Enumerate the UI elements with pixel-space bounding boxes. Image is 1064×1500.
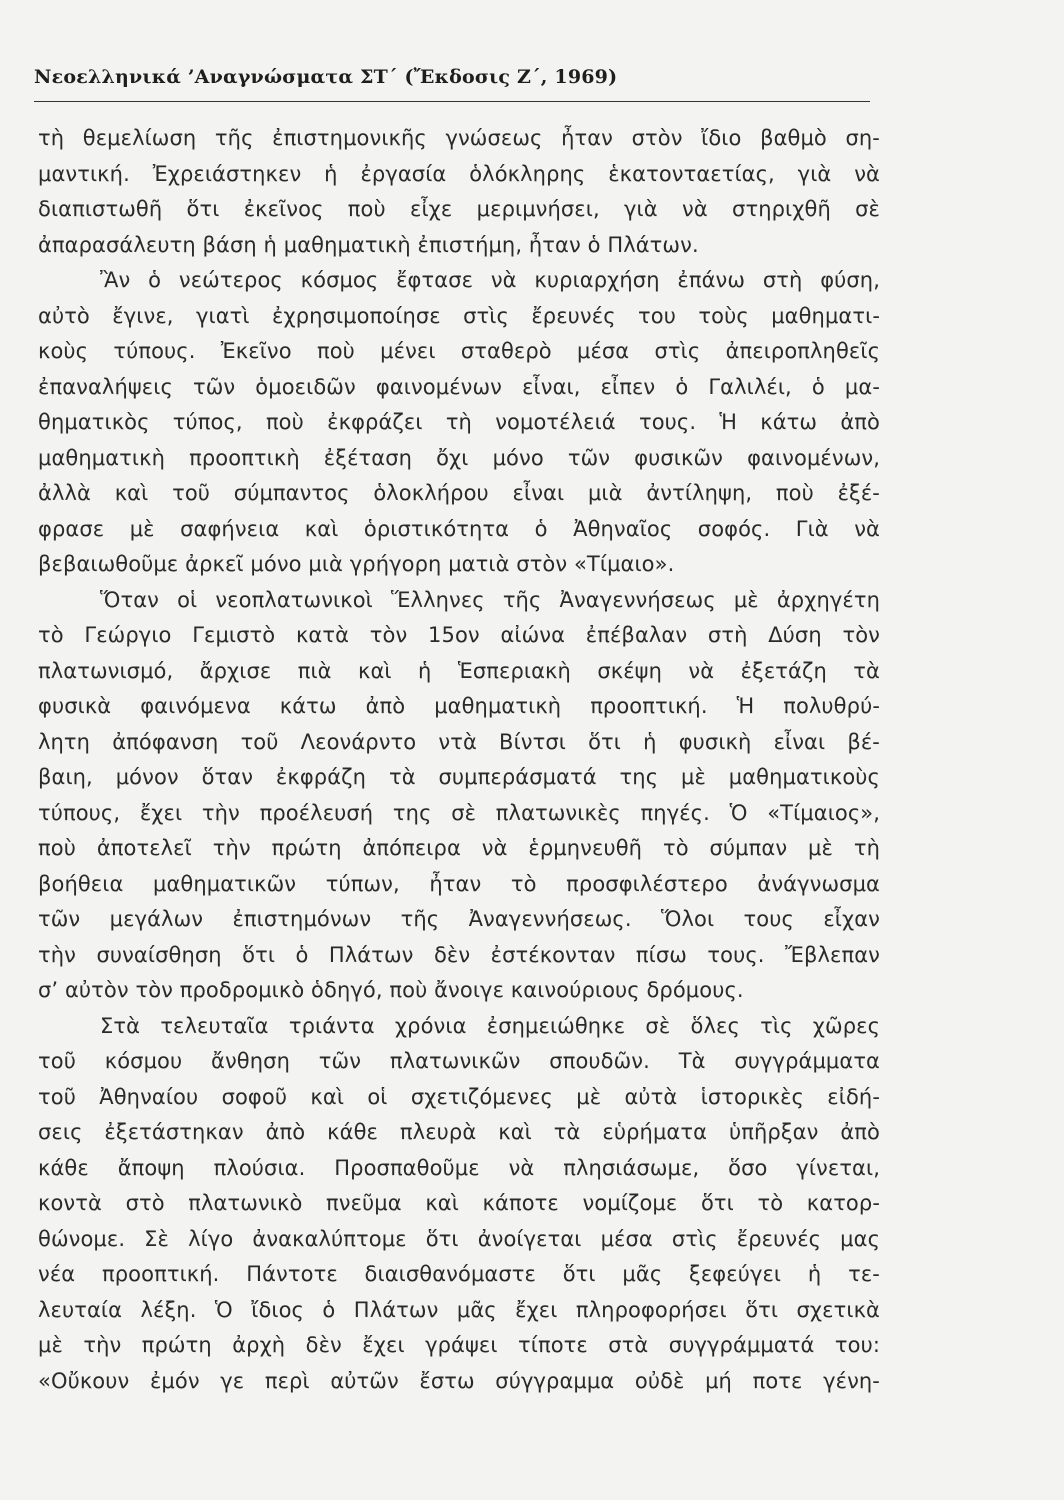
text-line: φυσικὰ φαινόμενα κάτω ἀπὸ μαθηματικὴ προοπτική. Ἡ πολυθρύ- [38,694,880,718]
text-line: μαντική. Ἐχρειάστηκεν ἡ ἐργασία ὁλόκληρης ἑκατονταετίας, γιὰ νὰ [38,161,880,186]
text-line: μὲ τὴν πρώτη ἀρχὴ δὲν ἔχει γράψει τίποτε στὰ συγγράμματά του: [38,1333,880,1357]
text-line: τὴν συναίσθηση ὅτι ὁ Πλάτων δὲν ἐστέκονταν πίσω τους. Ἔβλεπαν [38,942,880,967]
text-line: ἐπαναλήψεις τῶν ὁμοειδῶν φαινομένων εἶναι, εἶπεν ὁ Γαλιλέι, ὁ μα- [38,374,880,399]
header-rule [34,101,870,102]
text-line: κοντὰ στὸ πλατωνικὸ πνεῦμα καὶ κάποτε νομίζομε ὅτι τὸ κατορ- [38,1191,880,1215]
text-line: αὐτὸ ἔγινε, γιατὶ ἐχρησιμοποίησε στὶς ἔρευνές του τοὺς μαθηματι- [38,303,880,328]
text-line: μαθηματικὴ προοπτικὴ ἐξέταση ὄχι μόνο τῶν φυσικῶν φαινομένων, [38,445,880,470]
text-line: βαιη, μόνον ὅταν ἐκφράζη τὰ συμπεράσματά της μὲ μαθηματικοὺς [38,765,880,789]
text-line: λητη ἀπόφανση τοῦ Λεονάρντο ντὰ Βίντσι ὅτι ἡ φυσικὴ εἶναι βέ- [38,729,880,754]
text-line: κοὺς τύπους. Ἐκεῖνο ποὺ μένει σταθερὸ μέσα στὶς ἀπειροπληθεῖς [38,339,880,363]
text-line: τοῦ κόσμου ἄνθηση τῶν πλατωνικῶν σπουδῶν. Τὰ συγγράμματα [38,1049,880,1073]
text-line: ἀπαρασάλευτη βάση ἡ μαθηματικὴ ἐπιστήμη, ἦταν ὁ Πλάτων. [38,232,699,257]
text-line: «Οὔκουν ἐμόν γε περὶ αὐτῶν ἔστω σύγγραμμα οὐδὲ μή ποτε γένη- [38,1368,880,1393]
text-line: θηματικὸς τύπος, ποὺ ἐκφράζει τὴ νομοτέλειά τους. Ἡ κάτω ἀπὸ [38,410,880,434]
text-line: φρασε μὲ σαφήνεια καὶ ὁριστικότητα ὁ Ἀθηναῖος σοφός. Γιὰ νὰ [38,516,880,541]
text-line: τὸ Γεώργιο Γεμιστὸ κατὰ τὸν 15ον αἰώνα ἐπέβαλαν στὴ Δύση τὸν [38,623,880,647]
text-line: τὴ θεμελίωση τῆς ἐπιστημονικῆς γνώσεως ἦταν στὸν ἴδιο βαθμὸ ση- [38,126,880,150]
text-line: πλατωνισμό, ἄρχισε πιὰ καὶ ἡ Ἑσπεριακὴ σκέψη νὰ ἐξετάζη τὰ [38,658,880,683]
text-line: τύπους, ἔχει τὴν προέλευσή της σὲ πλατωνικὲς πηγές. Ὁ «Τίμαιος», [38,800,880,825]
text-line: βεβαιωθοῦμε ἀρκεῖ μόνο μιὰ γρήγορη ματιὰ στὸν «Τίμαιο». [38,552,675,576]
text-line: νέα προοπτική. Πάντοτε διαισθανόμαστε ὅτι μᾶς ξεφεύγει ἡ τε- [38,1262,880,1286]
text-line: βοήθεια μαθηματικῶν τύπων, ἦταν τὸ προσφιλέστερο ἀνάγνωσμα [38,871,880,896]
running-header: Νεοελληνικά ’Αναγνώσματα ΣΤ΄ (Ἔκδοσις Ζ΄, 1969) [34,66,618,88]
text-line: Ὅταν οἱ νεοπλατωνικοὶ Ἕλληνες τῆς Ἀναγεννήσεως μὲ ἀρχηγέτη [100,587,880,612]
text-line: σ’ αὐτὸν τὸν προδρομικὸ ὁδηγό, ποὺ ἄνοιγε καινούριους δρόμους. [38,978,744,1002]
text-line: θώνομε. Σὲ λίγο ἀνακαλύπτομε ὅτι ἀνοίγεται μέσα στὶς ἔρευνές μας [38,1226,880,1251]
text-line: Στὰ τελευταῖα τριάντα χρόνια ἐσημειώθηκε σὲ ὅλες τὶς χῶρες [100,1013,880,1038]
text-line: λευταία λέξη. Ὁ ἴδιος ὁ Πλάτων μᾶς ἔχει πληροφορήσει ὅτι σχετικὰ [38,1297,880,1322]
text-line: τοῦ Ἀθηναίου σοφοῦ καὶ οἱ σχετιζόμενες μὲ αὐτὰ ἱστορικὲς εἰδή- [38,1084,880,1109]
text-line: σεις ἐξετάστηκαν ἀπὸ κάθε πλευρὰ καὶ τὰ εὑρήματα ὑπῆρξαν ἀπὸ [38,1120,880,1144]
text-line: κάθε ἄποψη πλούσια. Προσπαθοῦμε νὰ πλησιάσωμε, ὅσο γίνεται, [38,1155,880,1180]
text-line: διαπιστωθῆ ὅτι ἐκεῖνος ποὺ εἶχε μεριμνήσει, γιὰ νὰ στηριχθῆ σὲ [38,197,880,221]
text-line: ἀλλὰ καὶ τοῦ σύμπαντος ὁλοκλήρου εἶναι μιὰ ἀντίληψη, ποὺ ἐξέ- [38,481,880,505]
text-line: ποὺ ἀποτελεῖ τὴν πρώτη ἀπόπειρα νὰ ἑρμηνευθῆ τὸ σύμπαν μὲ τὴ [38,836,880,860]
body-text [38,121,880,1399]
text-line: Ἂν ὁ νεώτερος κόσμος ἔφτασε νὰ κυριαρχήση ἐπάνω στὴ φύση, [100,268,880,292]
text-line: τῶν μεγάλων ἐπιστημόνων τῆς Ἀναγεννήσεως. Ὅλοι τους εἶχαν [38,907,880,931]
